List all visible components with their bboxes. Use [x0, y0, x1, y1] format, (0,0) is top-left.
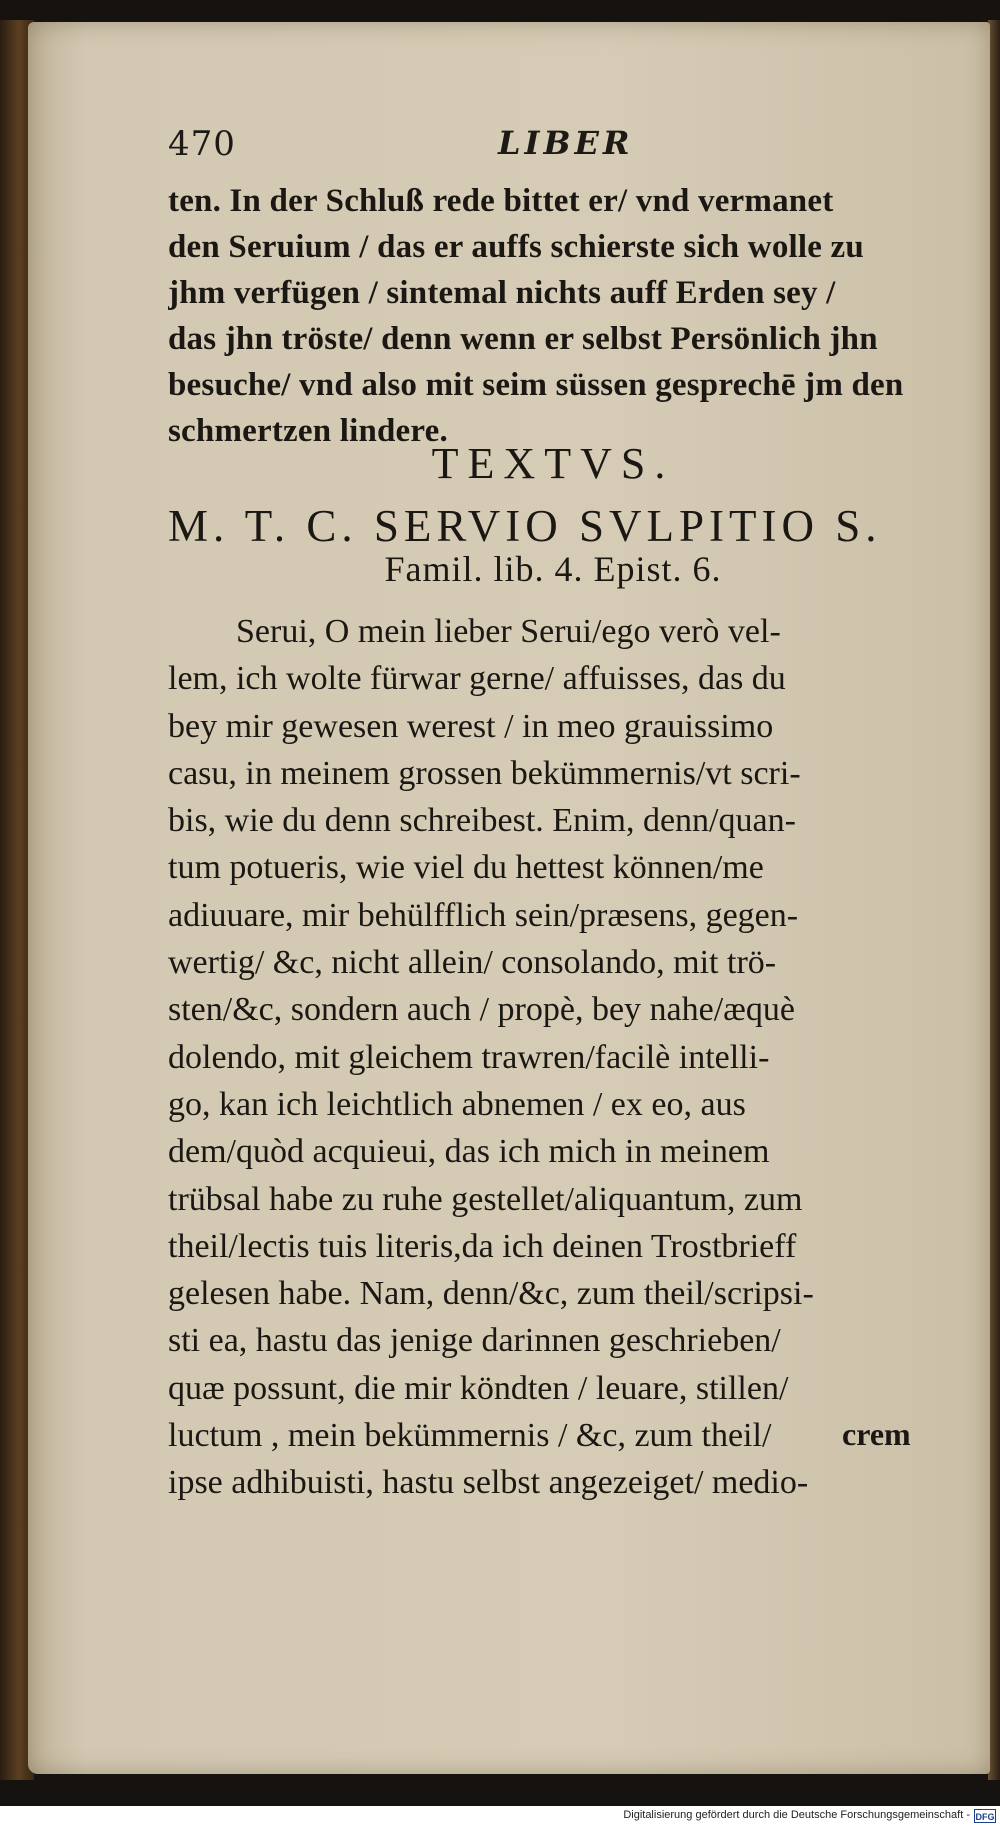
text-line: das jhn tröste/ denn wenn er selbst Persönlich jhn	[168, 321, 878, 357]
page-header	[168, 124, 928, 176]
text-line: trübsal habe zu ruhe gestellet/aliquantum, zum	[168, 1180, 803, 1218]
running-head: LIBER	[498, 124, 634, 162]
text-line: gelesen habe. Nam, denn/&c, zum theil/scripsi-	[168, 1275, 814, 1313]
intro-paragraph	[168, 178, 938, 454]
text-line: luctum , mein bekümmernis / &c, zum theil/	[168, 1417, 772, 1455]
catchword: crem	[842, 1416, 911, 1452]
letter-body	[168, 608, 943, 1507]
text-line: quæ possunt, die mir köndten / leuare, stillen/	[168, 1369, 789, 1407]
text-line: bey mir gewesen werest / in meo grauissimo	[168, 707, 774, 745]
letter-title: M. T. C. SERVIO SVLPITIO S.	[168, 501, 882, 551]
text-line: casu, in meinem grossen bekümmernis/vt scri-	[168, 754, 801, 792]
text-line: lem, ich wolte fürwar gerne/ affuisses, das du	[168, 660, 786, 698]
text-line: dem/quòd acquieui, das ich mich in meinem	[168, 1133, 770, 1171]
text-line: sti ea, hastu das jenige darinnen geschrieben/	[168, 1322, 781, 1360]
text-line: den Seruium / das er auffs schierste sich wolle zu	[168, 229, 864, 265]
page-number: 470	[168, 124, 236, 164]
text-line: go, kan ich leichtlich abnemen / ex eo, aus	[168, 1085, 746, 1123]
text-line: ten. In der Schluß rede bittet er/ vnd vermanet	[168, 183, 834, 219]
text-line: Serui, O mein lieber Serui/ego verò vel-	[236, 613, 781, 650]
text-line: ipse adhibuisti, hastu selbst angezeiget/ medio-	[168, 1464, 809, 1502]
text-line: tum potueris, wie viel du hettest können/me	[168, 849, 764, 887]
text-line: wertig/ &c, nicht allein/ consolando, mit trö-	[168, 944, 777, 982]
text-line: sten/&c, sondern auch / propè, bey nahe/æquè	[168, 991, 795, 1029]
footer-bar	[0, 1806, 1000, 1827]
footer-credit: Digitalisierung gefördert durch die Deutsche Forschungsgemeinschaft -	[623, 1809, 970, 1821]
text-line: dolendo, mit gleichem trawren/facilè intelli-	[168, 1038, 770, 1076]
section-title: TEXTVS.	[431, 439, 675, 488]
letter-subtitle: Famil. lib. 4. Epist. 6.	[384, 549, 722, 589]
text-line: adiuuare, mir behülfflich sein/præsens, gegen-	[168, 896, 799, 934]
text-line: schmertzen lindere.	[168, 413, 448, 449]
text-line: besuche/ vnd also mit seim süssen gesprechē jm den	[168, 367, 904, 403]
text-line: theil/lectis tuis literis,da ich deinen Trostbrieff	[168, 1227, 797, 1265]
text-line: jhm verfügen / sintemal nichts auff Erden sey /	[168, 275, 836, 311]
dfg-logo-icon: DFG	[974, 1809, 996, 1823]
text-line: bis, wie du denn schreibest. Enim, denn/quan-	[168, 802, 796, 840]
